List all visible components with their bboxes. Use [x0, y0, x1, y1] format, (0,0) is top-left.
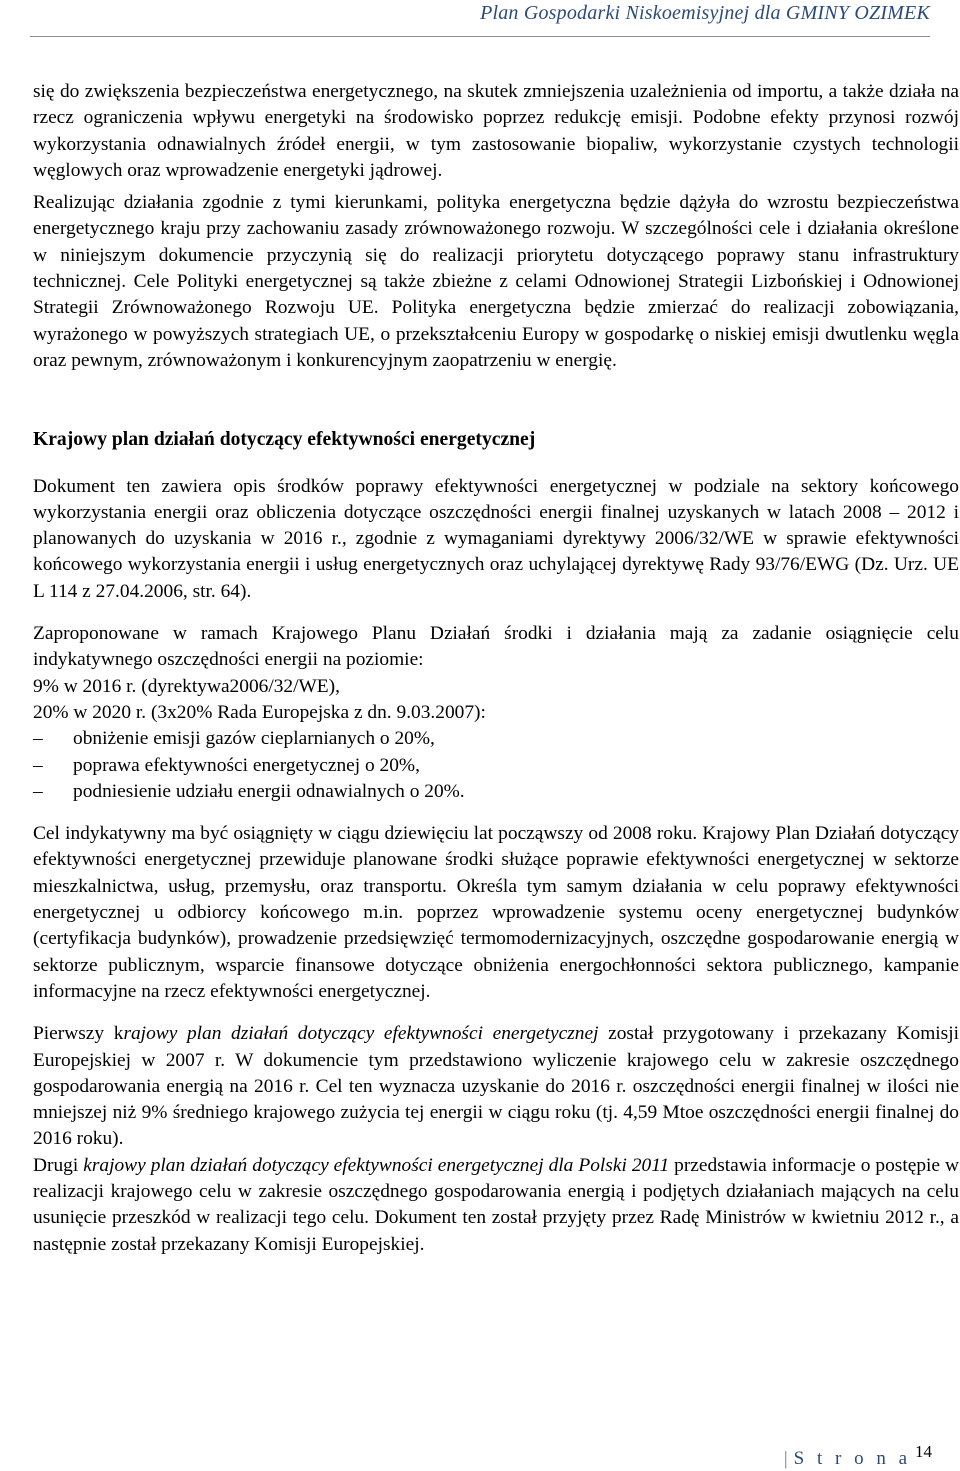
- paragraph-3: Dokument ten zawiera opis środków poprawy efektywności energetycznej w podziale na sektory końcowego wykorzystania energii oraz obliczenia dotyczące oszczędności energii finalnej uzyskanych w latach 2008 – 2012 i planowanych do uzyskania w 2016 r., zgodnie z wymaganiami dyrektywy 2006/32/WE w sprawie efektywności końcowego wykorzystania energii i usług energetycznych oraz uchylającej dyrektywę Rady 93/76/EWG (Dz. Urz. UE L 114 z 27.04.2006, str. 64).: [33, 475, 959, 602]
- paragraph-6-rest: został przygotowany i przekazany Komisji Europejskiej w 2007 r. W dokumencie tym przedstawiono wyliczenie krajowego celu w zakresie oszczędnego gospodarowania energią na 2016 r. Cel ten wyznacza uzyskanie do 2016 r. oszczędności energii finalnej w ilości nie mniejszej niż 9% średniego krajowego zużycia tej energii w ciągu roku (tj. 4,59 Mtoe oszczędności energii finalnej do 2016 roku).: [33, 1023, 960, 1150]
- dash-marker: –: [33, 780, 43, 802]
- list-item: [33, 753, 959, 779]
- paragraph-7: [33, 1153, 959, 1258]
- list-item: [33, 779, 959, 805]
- dash-marker: –: [33, 728, 43, 750]
- header-title: Plan Gospodarki Niskoemisyjnej dla GMINY OZIMEK: [480, 2, 930, 24]
- document-body: [33, 79, 959, 1258]
- paragraph-6-start: Pierwszy k: [33, 1023, 124, 1045]
- paragraph-2: Realizując działania zgodnie z tymi kierunkami, polityka energetyczna będzie dążyła do wzrostu bezpieczeństwa energetycznego kraju przy zachowaniu zasady zrównoważonego rozwoju. W szczególności cele i działania określone w niniejszym dokumencie przyczynią się do realizacji priorytetu dotyczącego poprawy stanu infrastruktury technicznej. Cele Polityki energetycznej są także zbieżne z celami Odnowionej Strategii Lizbońskiej i Odnowionej Strategii Zrównoważonego Rozwoju UE. Polityka energetyczna będzie zmierzać do realizacji zobowiązania, wyrażonego w powyższych strategiach UE, o przekształceniu Europy w gospodarkę o niskiej emisji dwutlenku węgla oraz pewnym, zrównoważonym i konkurencyjnym zaopatrzeniu w energię.: [33, 192, 959, 371]
- header-rule: [30, 36, 930, 37]
- paragraph-7-start: Drugi: [33, 1154, 84, 1176]
- paragraph-7-rest: przedstawia informacje o postępie w realizacji krajowego celu w zakresie oszczędnego gospodarowania energią i podjętych działaniach mających na celu usunięcie przeszkód w realizacji tego celu. Dokument ten został przyjęty przez Radę Ministrów w kwietniu 2012 r., a następnie został przekazany Komisji Europejskiej.: [33, 1154, 959, 1255]
- footer-page-label: S t r o n a: [793, 1448, 911, 1470]
- page-number: 14: [915, 1442, 932, 1461]
- section-heading: Krajowy plan działań dotyczący efektywności energetycznej: [33, 429, 536, 451]
- paragraph-4-intro: Zaproponowane w ramach Krajowego Planu Działań środki i działania mają za zadanie osiągnięcie celu indykatywnego oszczędności energii na poziomie:: [33, 623, 959, 671]
- paragraph-1: się do zwiększenia bezpieczeństwa energetycznego, na skutek zmniejszenia uzależnienia od importu, a także działa na rzecz ograniczenia wpływu energetyki na środowisko poprzez redukcję emisji. Podobne efekty przynosi rozwój wykorzystania odnawialnych źródeł energii, w tym zastosowanie biopaliw, wykorzystanie czystych technologii węglowych oraz wprowadzenie energetyki jądrowej.: [33, 81, 959, 181]
- paragraph-6: [33, 1021, 959, 1152]
- target-line-2016: 9% w 2016 r. (dyrektywa2006/32/WE),: [33, 675, 340, 697]
- footer-separator: |: [783, 1448, 788, 1470]
- paragraph-6-italic: rajowy plan działań dotyczący efektywności energetycznej: [123, 1023, 599, 1045]
- target-line-2020: 20% w 2020 r. (3x20% Rada Europejska z dn. 9.03.2007):: [33, 701, 486, 723]
- page-footer: [784, 1440, 932, 1471]
- paragraph-7-italic: krajowy plan działań dotyczący efektywności energetycznej dla Polski 2011: [83, 1154, 670, 1176]
- dash-marker: –: [33, 754, 43, 776]
- dash-list: [33, 726, 959, 805]
- list-item-text: podniesienie udziału energii odnawialnych o 20%.: [73, 780, 465, 802]
- list-item-text: poprawa efektywności energetycznej o 20%,: [73, 754, 420, 776]
- paragraph-5: Cel indykatywny ma być osiągnięty w ciągu dziewięciu lat począwszy od 2008 roku. Krajowy Plan Działań dotyczący efektywności energetycznej przewiduje planowane środki służące poprawie efektywności energetycznej w sektorze mieszkalnictwa, usług, przemysłu, oraz transportu. Określa tym samym działania w celu poprawy efektywności energetycznej u odbiorcy końcowego m.in. poprzez wprowadzenie systemu oceny energetycznej budynków (certyfikacja budynków), prowadzenie przedsięwzięć termomodernizacyjnych, oszczędne gospodarowanie energią w sektorze publicznym, wsparcie finansowe dotyczące obniżenia energochłonności sektora publicznego, kampanie informacyjne na rzecz efektywności energetycznej.: [33, 823, 959, 1002]
- page-header: [0, 0, 960, 44]
- list-item-text: obniżenie emisji gazów cieplarnianych o 20%,: [73, 728, 435, 750]
- list-item: [33, 726, 959, 752]
